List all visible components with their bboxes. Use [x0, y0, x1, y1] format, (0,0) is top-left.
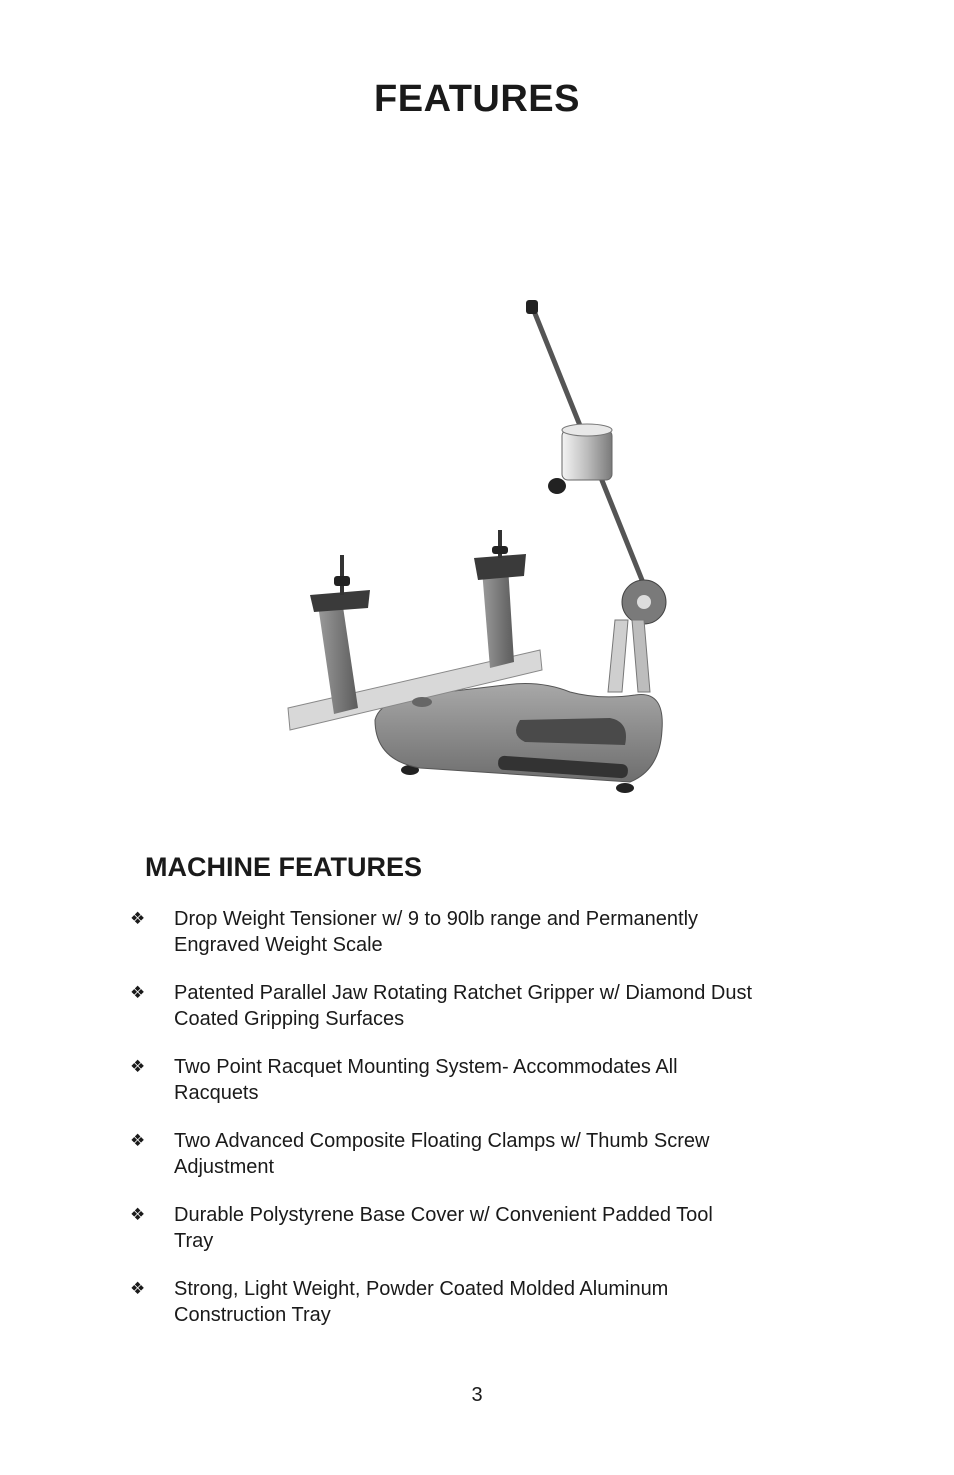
list-item: [130, 1128, 810, 1202]
page-number: 3: [471, 1384, 483, 1406]
diamond-bullet-icon: ❖: [130, 1205, 146, 1224]
list-item: [130, 1276, 810, 1350]
feature-text-line: Tray: [174, 1230, 214, 1252]
feature-text-line: Patented Parallel Jaw Rotating Ratchet Gripper w/ Diamond Dust: [174, 982, 753, 1004]
feature-text-line: Durable Polystyrene Base Cover w/ Convenient Padded Tool: [174, 1204, 713, 1226]
feature-text-line: Drop Weight Tensioner w/ 9 to 90lb range and Permanently: [174, 908, 699, 930]
feature-text-line: Strong, Light Weight, Powder Coated Molded Aluminum: [174, 1278, 669, 1300]
diamond-bullet-icon: ❖: [130, 909, 146, 928]
list-item: [130, 1054, 810, 1128]
feature-text-line: Engraved Weight Scale: [174, 934, 383, 956]
diamond-bullet-icon: ❖: [130, 1131, 146, 1150]
diamond-bullet-icon: ❖: [130, 983, 146, 1002]
list-item: [130, 980, 810, 1054]
page-title: FEATURES: [374, 78, 580, 120]
feature-text-line: Construction Tray: [174, 1304, 331, 1326]
list-item: [130, 1202, 810, 1276]
feature-text-line: Racquets: [174, 1082, 259, 1104]
feature-text-line: Coated Gripping Surfaces: [174, 1008, 405, 1030]
section-heading: MACHINE FEATURES: [145, 852, 423, 882]
feature-text-line: Two Point Racquet Mounting System- Accommodates All: [174, 1056, 678, 1078]
diamond-bullet-icon: ❖: [130, 1057, 146, 1076]
feature-list: [130, 906, 810, 1350]
feature-text-line: Two Advanced Composite Floating Clamps w/ Thumb Screw: [174, 1130, 710, 1152]
feature-text-line: Adjustment: [174, 1156, 275, 1178]
list-item: [130, 906, 810, 980]
stringing-machine-icon: [270, 290, 690, 810]
diamond-bullet-icon: ❖: [130, 1279, 146, 1298]
